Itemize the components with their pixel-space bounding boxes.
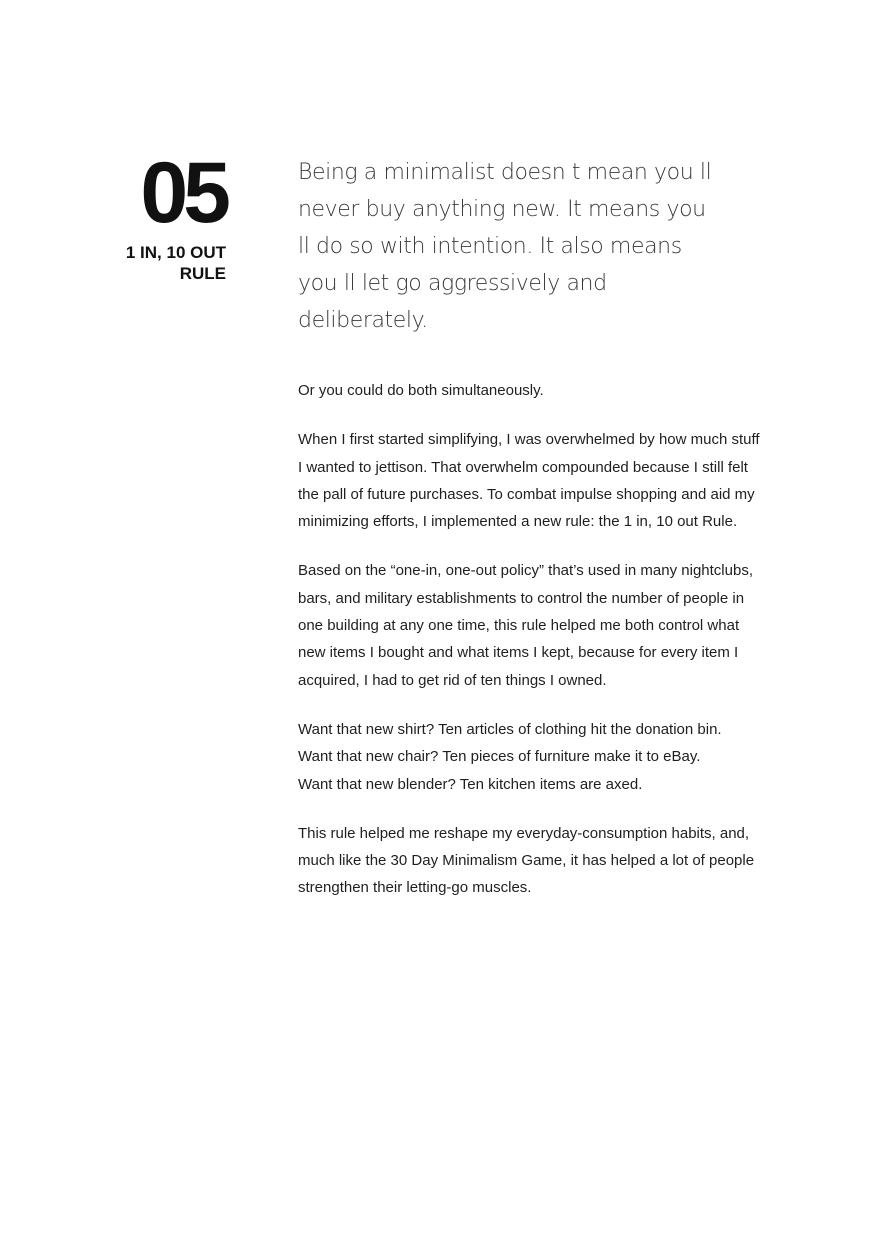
example-chair: Want that new chair? Ten pieces of furniture make it to eBay.: [298, 748, 701, 766]
example-shirt: Want that new shirt? Ten articles of clothing hit the donation bin.: [298, 720, 722, 738]
example-blender: Want that new blender? Ten kitchen items are axed.: [298, 775, 643, 793]
paragraph-policy: Based on the “one-in, one-out policy” that’s used in many nightclubs, bars, and military establishments to control the number of people in one building at any one time, this rule helped me both control what new items I bought and what items I kept, because for every item I acquired, I had to get rid of ten things I owned.: [298, 562, 753, 689]
section-heading: [86, 145, 226, 284]
paragraph-simplifying: When I first started simplifying, I was overwhelmed by how much stuff I wanted to jettison. That overwhelm compounded because I still felt the pall of future purchases. To combat impulse shopping and aid my minimizing efforts, I implemented a new rule: the 1 in, 10 out Rule.: [298, 431, 760, 531]
paragraph-examples: [298, 716, 760, 798]
section-number: 05: [140, 145, 226, 241]
section-title: 1 IN, 10 OUT RULE: [125, 243, 226, 283]
paragraph-intro: Or you could do both simultaneously.: [298, 382, 544, 399]
article-body: [298, 154, 768, 924]
paragraph-closing: This rule helped me reshape my everyday-consumption habits, and, much like the 30 Day Minimalism Game, it has helped a lot of people strengthen their letting-go muscles.: [298, 824, 755, 897]
lead-quote: Being a minimalist doesn t mean you ll never buy anything new. It means you ll do so with intention. It also means you ll let go aggressively and deliberately.: [298, 160, 712, 333]
